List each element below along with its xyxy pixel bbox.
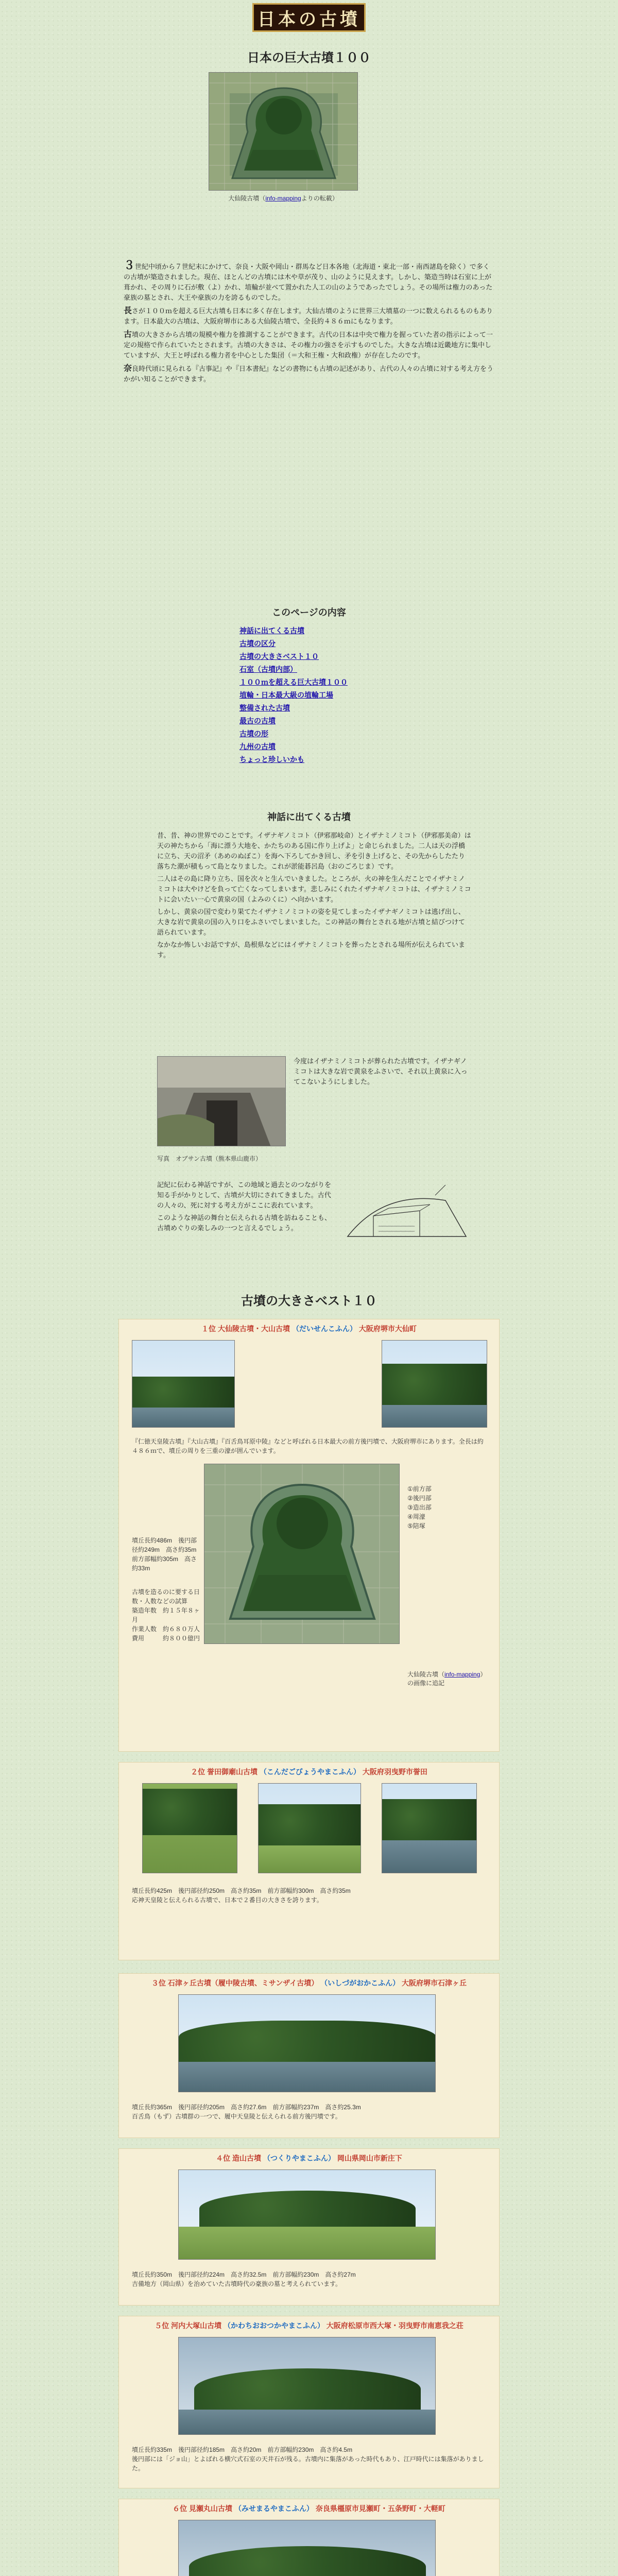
toc-link[interactable]: 埴輪・日本最大級の埴輪工場	[239, 691, 333, 699]
myth-paragraph: しかし、黄泉の国で変わり果てたイザナミノミコトの姿を見てしまったイザナギノミコトは逃げ出し、大きな岩で黄泉の国の入り口をふさいでしまいました。この神話の舞台とされる地が古墳と結びつけて語られています。	[157, 908, 466, 936]
tomb-location: 奈良県橿原市見瀬町・五条野町・大軽町	[315, 2504, 445, 2513]
rank-6-panel	[118, 2499, 500, 2576]
daisen-aerial-photo	[209, 72, 358, 191]
rank-number: ４位	[216, 2154, 231, 2162]
tomb-name: 石津ヶ丘古墳（履中陵古墳、ミサンザイ古墳）	[167, 1979, 319, 1987]
rank-1-map-caption	[407, 1670, 490, 1687]
rank-6-photo	[178, 2520, 436, 2576]
tomb-reading: （つくりやまこふん）	[263, 2154, 335, 2162]
myth-paragraph: なかなか怖しいお話ですが、島根県などにはイザナミノミコトを葬ったとされる場所が伝えられています。	[157, 941, 466, 959]
rank-2-photo-3	[382, 1783, 477, 1873]
rank-1-heading	[119, 1324, 499, 1334]
tomb-name: 造山古墳	[232, 2154, 262, 2162]
toc-link[interactable]: ちょっと珍しいかも	[239, 755, 304, 764]
caption-prefix: 大仙陵古墳（	[407, 1671, 445, 1678]
rank-1-panel	[118, 1319, 500, 1752]
rank-5-panel	[118, 2316, 500, 2488]
rank-5-photo	[178, 2337, 436, 2435]
rank-5-heading	[119, 2320, 499, 2331]
rank-5-description: 墳丘長約335m 後円部径約185m 高さ約20m 前方部幅約230m 高さ約4.5m 後円部には「ジョ山」とよばれる横穴式石室の天井石が残る。古墳内に集落があった時代もあり、江戸時代には集落がありました。	[132, 2446, 484, 2472]
rank-1-legend: ①前方部 ②後円部 ③造出部 ④周濠 ⑤陪塚	[407, 1485, 432, 1530]
myth-paragraph: 今度はイザナミノミコトが葬られた古墳です。イザナギノミコトは大きな岩で黄泉をふさいで、それ以上黄泉に入ってこないようにしました。	[294, 1057, 468, 1086]
rank-1-specs: 墳丘長約486m 後円部径約249m 高さ約35m 前方部幅約305m 高さ約33m	[132, 1537, 203, 1572]
myth-paragraph: 記紀に伝わる神話ですが、この地域と過去とのつながりを知る手がかりとして、古墳が大切にされてきました。古代の人々の、死に対する考え方がここに表れています。	[157, 1181, 332, 1209]
toc-link[interactable]: 整備された古墳	[239, 704, 290, 712]
rank-4-description: 墳丘長約350m 後円部径約224m 高さ約32.5m 前方部幅約230m 高さ約27m 吉備地方（岡山県）を治めていた古墳時代の豪族の墓と考えられています。	[132, 2271, 356, 2287]
tomb-location: 大阪府羽曳野市誉田	[362, 1768, 427, 1776]
rank-number: ６位	[173, 2504, 187, 2513]
intro-text	[124, 260, 494, 384]
rank-1-photo-right	[382, 1340, 487, 1428]
intro-paragraph-1: ３世紀中頃から７世紀末にかけて、奈良・大阪や岡山・群馬など日本各地（北海道・東北一部・南西諸島を除く）で多くの古墳が築造されました。現在、ほとんどの古墳には木や草が茂り、山のように見えます。しかし、築造当時は石室に上が葺かれ、その周りに石が敷（よ）かれ、埴輪が並べて置かれた人工の山のようであったでしょう。その場所は権力のあった豪族の墓とされ、大王や豪族の力を誇るものでした。	[124, 259, 493, 301]
toc-link[interactable]: 石室（古墳内部）	[239, 665, 297, 673]
intro-paragraph-3: 古墳の大きさから古墳の規模や権力を推測することができます。古代の日本は中央で権力を握っていた者の指示によって一定の規格で作られていたとされます。古墳の大きさは、その権力の強さを示すものでした。大きな古墳は近畿地方に集中していますが、大王と呼ばれる権力者を中心とした集団（＝大和王権・大和政権）が存在したのです。	[124, 330, 493, 359]
caption-suffix: ）の画像に追記	[407, 1671, 487, 1687]
intro-paragraph-4: 奈良時代頃に見られる『古事記』や『日本書紀』などの書物にも古墳の記述があり、古代の人々の古墳に対する考え方をうかがい知ることができます。	[124, 364, 494, 383]
rank-2-photo-1	[142, 1783, 237, 1873]
toc-link[interactable]: 古墳の区分	[239, 639, 276, 648]
myth-paragraph: 二人はその島に降り立ち、国を次々と生んでいきました。ところが、火の神を生んだことでイザナミノミコトは大やけどを負って亡くなってしまいます。悲しみにくれたイザナギノミコトは、イザナミノミコトに会いたい一心で黄泉の国（よみのくに）へ向かいます。	[157, 875, 471, 903]
tomb-reading: （だいせんこふん）	[291, 1325, 357, 1333]
caption-suffix: よりの転載）	[301, 195, 338, 202]
myth-side-text	[294, 1056, 471, 1087]
myth-paragraph: このような神話の舞台と伝えられる古墳を訪ねることも、古墳めぐりの楽しみの一つと言えるでしょう。	[157, 1214, 332, 1232]
tomb-location: 岡山県岡山市新庄下	[337, 2154, 402, 2162]
myth-title: 神話に出てくる古墳	[267, 812, 351, 822]
intro-paragraph-2: 長さが１００ｍを超える巨大古墳も日本に多く存在します。大仙古墳のように世界三大墳墓の一つに数えられるものもあります。日本最大の古墳は、大阪府堺市にある大仙陵古墳で、全長約４８６ｍにもなります。	[124, 307, 493, 325]
tomb-reading: （みせまるやまこふん）	[234, 2504, 314, 2513]
tomb-reading: （こんだごびょうやまこふん）	[259, 1768, 360, 1776]
obusan-kofun-photo	[157, 1056, 286, 1146]
myth-text	[157, 831, 471, 960]
tomb-reading: （いしづがおかこふん）	[320, 1979, 400, 1987]
page-title: 日本の巨大古墳１００	[247, 51, 371, 65]
site-logo[interactable]	[252, 3, 366, 32]
rank-4-panel	[118, 2148, 500, 2306]
rank-4-photo	[178, 2170, 436, 2260]
table-of-contents	[239, 624, 348, 766]
stone-chamber-illustration	[342, 1180, 471, 1242]
myth-paragraph: 昔、昔、神の世界でのことです。イザナギノミコト（伊邪那岐命）とイザナミノミコト（伊邪那美命）は天の神たちから「海に漂う大地を、かたちのある国に作り上げよ」と命じられました。二人は天の浮橋に立ち、天の沼矛（あめのぬぼこ）を海へ下ろしてかき回し、矛を引き上げると、その先からしたたり落ちた潮が積もって島となりました。これが淤能碁呂島（おのごろじま）です。	[157, 832, 471, 870]
info-mapping-link[interactable]: info-mapping	[265, 195, 301, 202]
tomb-location: 大阪府堺市大仙町	[358, 1325, 417, 1333]
toc-link[interactable]: 神話に出てくる古墳	[239, 626, 304, 635]
tomb-name: 誉田御廟山古墳	[207, 1768, 258, 1776]
ranking-title: 古墳の大きさベスト１０	[241, 1294, 377, 1308]
rank-number: ５位	[154, 2321, 169, 2330]
tomb-name: 大仙陵古墳・大山古墳	[218, 1325, 290, 1333]
toc-link[interactable]: １００ｍを超える巨大古墳１００	[239, 678, 348, 686]
caption-prefix: 大仙陵古墳（	[228, 195, 266, 202]
rank-2-photo-2	[258, 1783, 361, 1873]
rank-number: ３位	[151, 1979, 166, 1987]
intro-photo-caption	[209, 194, 358, 202]
toc-link[interactable]: 古墳の大きさベスト１０	[239, 652, 319, 660]
tomb-location: 大阪府松原市西大塚・羽曳野市南恵我之荘	[326, 2321, 464, 2330]
rank-3-description: 墳丘長約365m 後円部径約205m 高さ約27.6m 前方部幅約237m 高さ約25.3m 百舌鳥（もず）古墳群の一つで、履中天皇陵と伝えられる前方後円墳です。	[132, 2104, 361, 2120]
rank-1-note: 古墳を造るのに要する日数・人数などの試算 築造年数 約１５年８ヶ月 作業人数 約６８０万人 費用 約８００億円	[132, 1588, 200, 1642]
myth-closing-text	[157, 1180, 332, 1233]
tomb-reading: （かわちおおつかやまこふん）	[224, 2321, 324, 2330]
info-mapping-link[interactable]: info-mapping	[444, 1671, 480, 1678]
toc-link[interactable]: 古墳の形	[239, 730, 268, 738]
rank-1-aerial-map	[204, 1464, 400, 1644]
tomb-name: 河内大塚山古墳	[171, 2321, 222, 2330]
toc-link[interactable]: 九州の古墳	[239, 742, 276, 751]
tomb-name: 見瀬丸山古墳	[189, 2504, 233, 2513]
rank-1-description: 『仁徳天皇陵古墳』『大山古墳』『百舌鳥耳原中陵』などと呼ばれる日本最大の前方後円墳で、大阪府堺市にあります。全長は約４８６ｍで、墳丘の周りを三重の濠が囲んでいます。	[132, 1438, 484, 1454]
rank-2-panel	[118, 1762, 500, 1960]
rank-2-heading	[119, 1767, 499, 1777]
rank-6-heading	[119, 2503, 499, 2514]
rank-number: ２位	[191, 1768, 205, 1776]
toc-title: このページの内容	[272, 607, 346, 618]
tomb-location: 大阪府堺市石津ヶ丘	[402, 1979, 467, 1987]
site-logo-text: 日本の古墳	[258, 9, 360, 30]
rank-number: １位	[201, 1325, 216, 1333]
toc-link[interactable]: 最古の古墳	[239, 717, 276, 725]
rank-2-description: 墳丘長約425m 後円部径約250m 高さ約35m 前方部幅約300m 高さ約35m 応神天皇陵と伝えられる古墳で、日本で２番目の大きさを誇ります。	[132, 1887, 351, 1904]
obusan-photo-caption: 写真 オブサン古墳（熊本県山鹿市）	[157, 1155, 262, 1162]
rank-3-photo	[178, 1994, 436, 2092]
rank-1-photo-left	[132, 1340, 235, 1428]
rank-3-heading	[119, 1978, 499, 1988]
rank-4-heading	[119, 2153, 499, 2163]
rank-3-panel	[118, 1973, 500, 2138]
